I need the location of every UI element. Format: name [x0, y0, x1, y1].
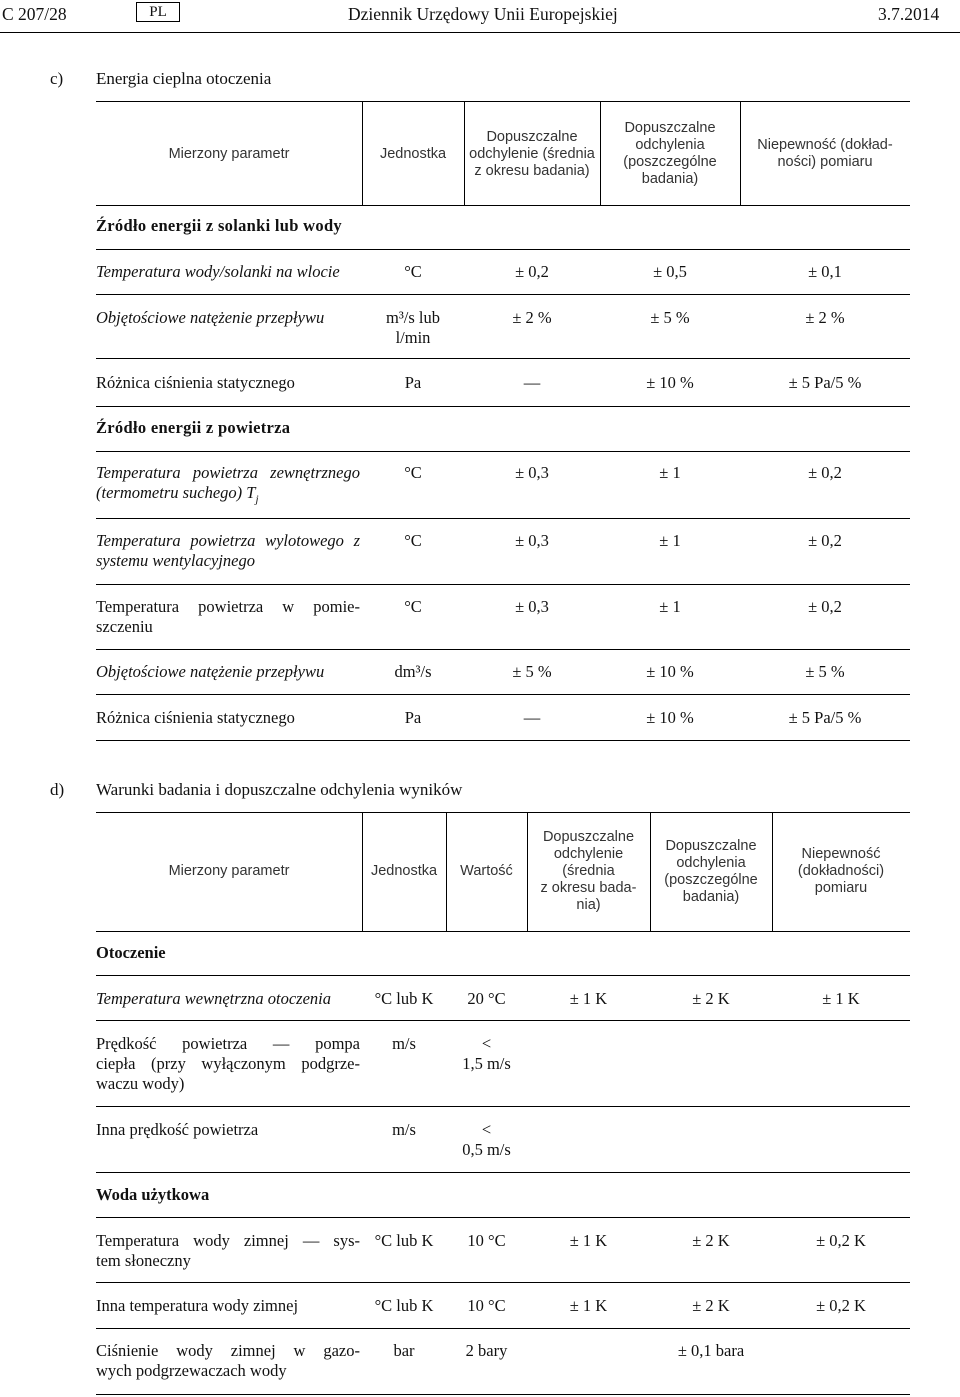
row-param: Różnica ciśnienia statycznego: [96, 708, 295, 727]
table-d-top-rule: [96, 812, 910, 813]
column-header-param: Mierzony parametr: [168, 863, 290, 879]
row-rule: [96, 518, 910, 519]
row-uncertainty: ± 5 Pa/5 %: [788, 373, 862, 392]
page-reference: C 207/28: [2, 4, 67, 24]
row-dev-ind: ± 2 K: [692, 989, 730, 1008]
row-unit: Pa: [404, 373, 422, 392]
row-rule: [96, 451, 910, 452]
row-unit: °C lub K: [374, 1296, 434, 1315]
row-dev-avg: —: [523, 708, 541, 727]
section-c-title: Energia cieplna otoczenia: [96, 69, 272, 88]
row-dev-avg: ± 1 K: [569, 1296, 608, 1315]
row-dev-avg: ± 2 %: [512, 308, 552, 327]
row-dev-avg: ± 5 %: [512, 662, 552, 681]
row-param: Inna temperatura wody zimnej: [96, 1296, 299, 1315]
row-dev-avg: ± 1 K: [569, 989, 608, 1008]
column-header-uncertainty: Niepewność (dokład- ności) pomiaru: [757, 137, 893, 170]
row-unit: °C: [404, 262, 422, 281]
column-header-unit: Jednostka: [379, 146, 447, 162]
row-dev-avg: ± 1 K: [569, 1231, 608, 1250]
column-header-dev-avg: Dopuszczalne odchylenie (średnia z okresu bada- nia): [540, 829, 637, 913]
row-dev-ind: ± 0,1 bara: [677, 1341, 745, 1360]
row-rule: [96, 1106, 910, 1107]
row-value: < 1,5 m/s: [462, 1034, 511, 1073]
header-rule: [0, 32, 960, 33]
row-uncertainty: ± 0,2: [808, 531, 842, 550]
row-unit: °C: [404, 531, 422, 550]
column-header-uncertainty: Niepewność (dokładności) pomiaru: [797, 846, 885, 896]
row-dev-ind: ± 1: [659, 531, 681, 550]
group-heading-domestic-water: Woda użytkowa: [96, 1185, 210, 1204]
row-rule: [96, 694, 910, 695]
row-uncertainty: ± 0,2 K: [816, 1296, 866, 1315]
row-dev-avg: ± 0,3: [515, 531, 549, 550]
row-param: Objętościowe natężenie przepływu: [96, 308, 325, 327]
row-rule: [96, 294, 910, 295]
row-uncertainty: ± 0,2 K: [816, 1231, 866, 1250]
row-rule: [96, 1020, 910, 1021]
row-unit: bar: [393, 1341, 415, 1360]
row-param: Objętościowe natężenie przepływu: [96, 662, 325, 681]
row-param: Temperatura powietrza wylotowego z systemu wentylacyjnego: [96, 531, 360, 570]
row-dev-ind: ± 0,5: [653, 262, 687, 281]
row-unit: dm³/s: [394, 662, 432, 681]
column-header-dev-avg: Dopuszczalne odchylenie (średnia z okresu badania): [469, 129, 595, 179]
row-value: 10 °C: [467, 1231, 506, 1250]
row-dev-ind: ± 1: [659, 597, 681, 616]
row-dev-ind: ± 5 %: [650, 308, 690, 327]
section-d-letter: d): [50, 780, 65, 799]
group-heading-brine-water: Źródło energii z solanki lub wody: [96, 216, 342, 235]
row-rule: [96, 358, 910, 359]
group-heading-air: Źródło energii z powietrza: [96, 418, 291, 437]
row-rule: [96, 1328, 910, 1329]
row-value: 2 bary: [465, 1341, 508, 1360]
row-value: < 0,5 m/s: [462, 1120, 511, 1159]
row-uncertainty: ± 0,1: [808, 262, 842, 281]
row-rule: [96, 649, 910, 650]
column-header-unit: Jednostka: [370, 863, 438, 879]
row-rule: [96, 249, 910, 250]
row-unit: °C lub K: [374, 989, 434, 1008]
row-uncertainty: ± 0,2: [808, 463, 842, 482]
row-uncertainty: ± 5 %: [805, 662, 845, 681]
language-badge: PL: [136, 2, 180, 22]
row-rule: [96, 1172, 910, 1173]
row-unit: °C: [404, 463, 422, 482]
row-param: Różnica ciśnienia statycznego: [96, 373, 295, 392]
journal-title: Dziennik Urzędowy Unii Europejskiej: [348, 4, 618, 24]
row-dev-ind: ± 2 K: [692, 1296, 730, 1315]
row-rule: [96, 975, 910, 976]
group-heading-environment: Otoczenie: [96, 943, 166, 962]
row-uncertainty: ± 2 %: [805, 308, 845, 327]
row-param: Temperatura wewnętrzna otoczenia: [96, 989, 331, 1008]
column-header-dev-ind: Dopuszczalne odchylenia (poszczególne badania): [623, 120, 717, 187]
row-param: Temperatura wody/solanki na wlocie: [96, 262, 340, 281]
row-rule: [96, 1282, 910, 1283]
row-unit: Pa: [404, 708, 422, 727]
row-dev-ind: ± 2 K: [692, 1231, 730, 1250]
table-d-header-rule: [96, 931, 910, 932]
row-dev-ind: ± 1: [659, 463, 681, 482]
row-dev-avg: —: [523, 373, 541, 392]
row-uncertainty: ± 1 K: [822, 989, 860, 1008]
row-value: 10 °C: [467, 1296, 506, 1315]
column-header-value: Wartość: [460, 863, 513, 879]
row-uncertainty: ± 0,2: [808, 597, 842, 616]
row-param: Temperatura powietrza zewnętrznego (termometru suchego) $T_j$: [96, 463, 360, 506]
row-unit: m³/s lub l/min: [386, 308, 440, 347]
row-param: Ciśnienie wody zimnej w gazo- wych podgrzewaczach wody: [96, 1341, 360, 1380]
row-uncertainty: ± 5 Pa/5 %: [788, 708, 862, 727]
row-param: Temperatura powietrza w pomie- szczeniu: [96, 597, 360, 636]
publication-date: 3.7.2014: [878, 4, 940, 24]
row-dev-avg: ± 0,2: [515, 262, 549, 281]
row-unit: m/s: [392, 1034, 416, 1053]
table-c-top-rule: [96, 101, 910, 102]
column-header-dev-ind: Dopuszczalne odchylenia (poszczególne badania): [664, 838, 758, 905]
row-param: Prędkość powietrza — pompa ciepła (przy wyłączonym podgrze- waczu wody): [96, 1034, 360, 1093]
section-d-title: Warunki badania i dopuszczalne odchylenia wyników: [96, 780, 463, 799]
row-unit: °C: [404, 597, 422, 616]
table-c-header-rule: [96, 205, 910, 206]
table-d-bottom-rule: [96, 1394, 910, 1395]
row-dev-avg: ± 0,3: [515, 463, 549, 482]
row-param: Inna prędkość powietrza: [96, 1120, 259, 1139]
row-rule: [96, 1217, 910, 1218]
row-dev-avg: ± 0,3: [515, 597, 549, 616]
row-dev-ind: ± 10 %: [646, 662, 694, 681]
row-rule: [96, 584, 910, 585]
row-unit: °C lub K: [374, 1231, 434, 1250]
row-param: Temperatura wody zimnej — sys- tem słoneczny: [96, 1231, 360, 1270]
column-header-param: Mierzony parametr: [168, 146, 290, 162]
section-c-letter: c): [50, 69, 64, 88]
row-value: 20 °C: [467, 989, 506, 1008]
row-dev-ind: ± 10 %: [646, 373, 694, 392]
row-unit: m/s: [392, 1120, 416, 1139]
table-c-bottom-rule: [96, 740, 910, 741]
row-rule: [96, 406, 910, 407]
row-dev-ind: ± 10 %: [646, 708, 694, 727]
